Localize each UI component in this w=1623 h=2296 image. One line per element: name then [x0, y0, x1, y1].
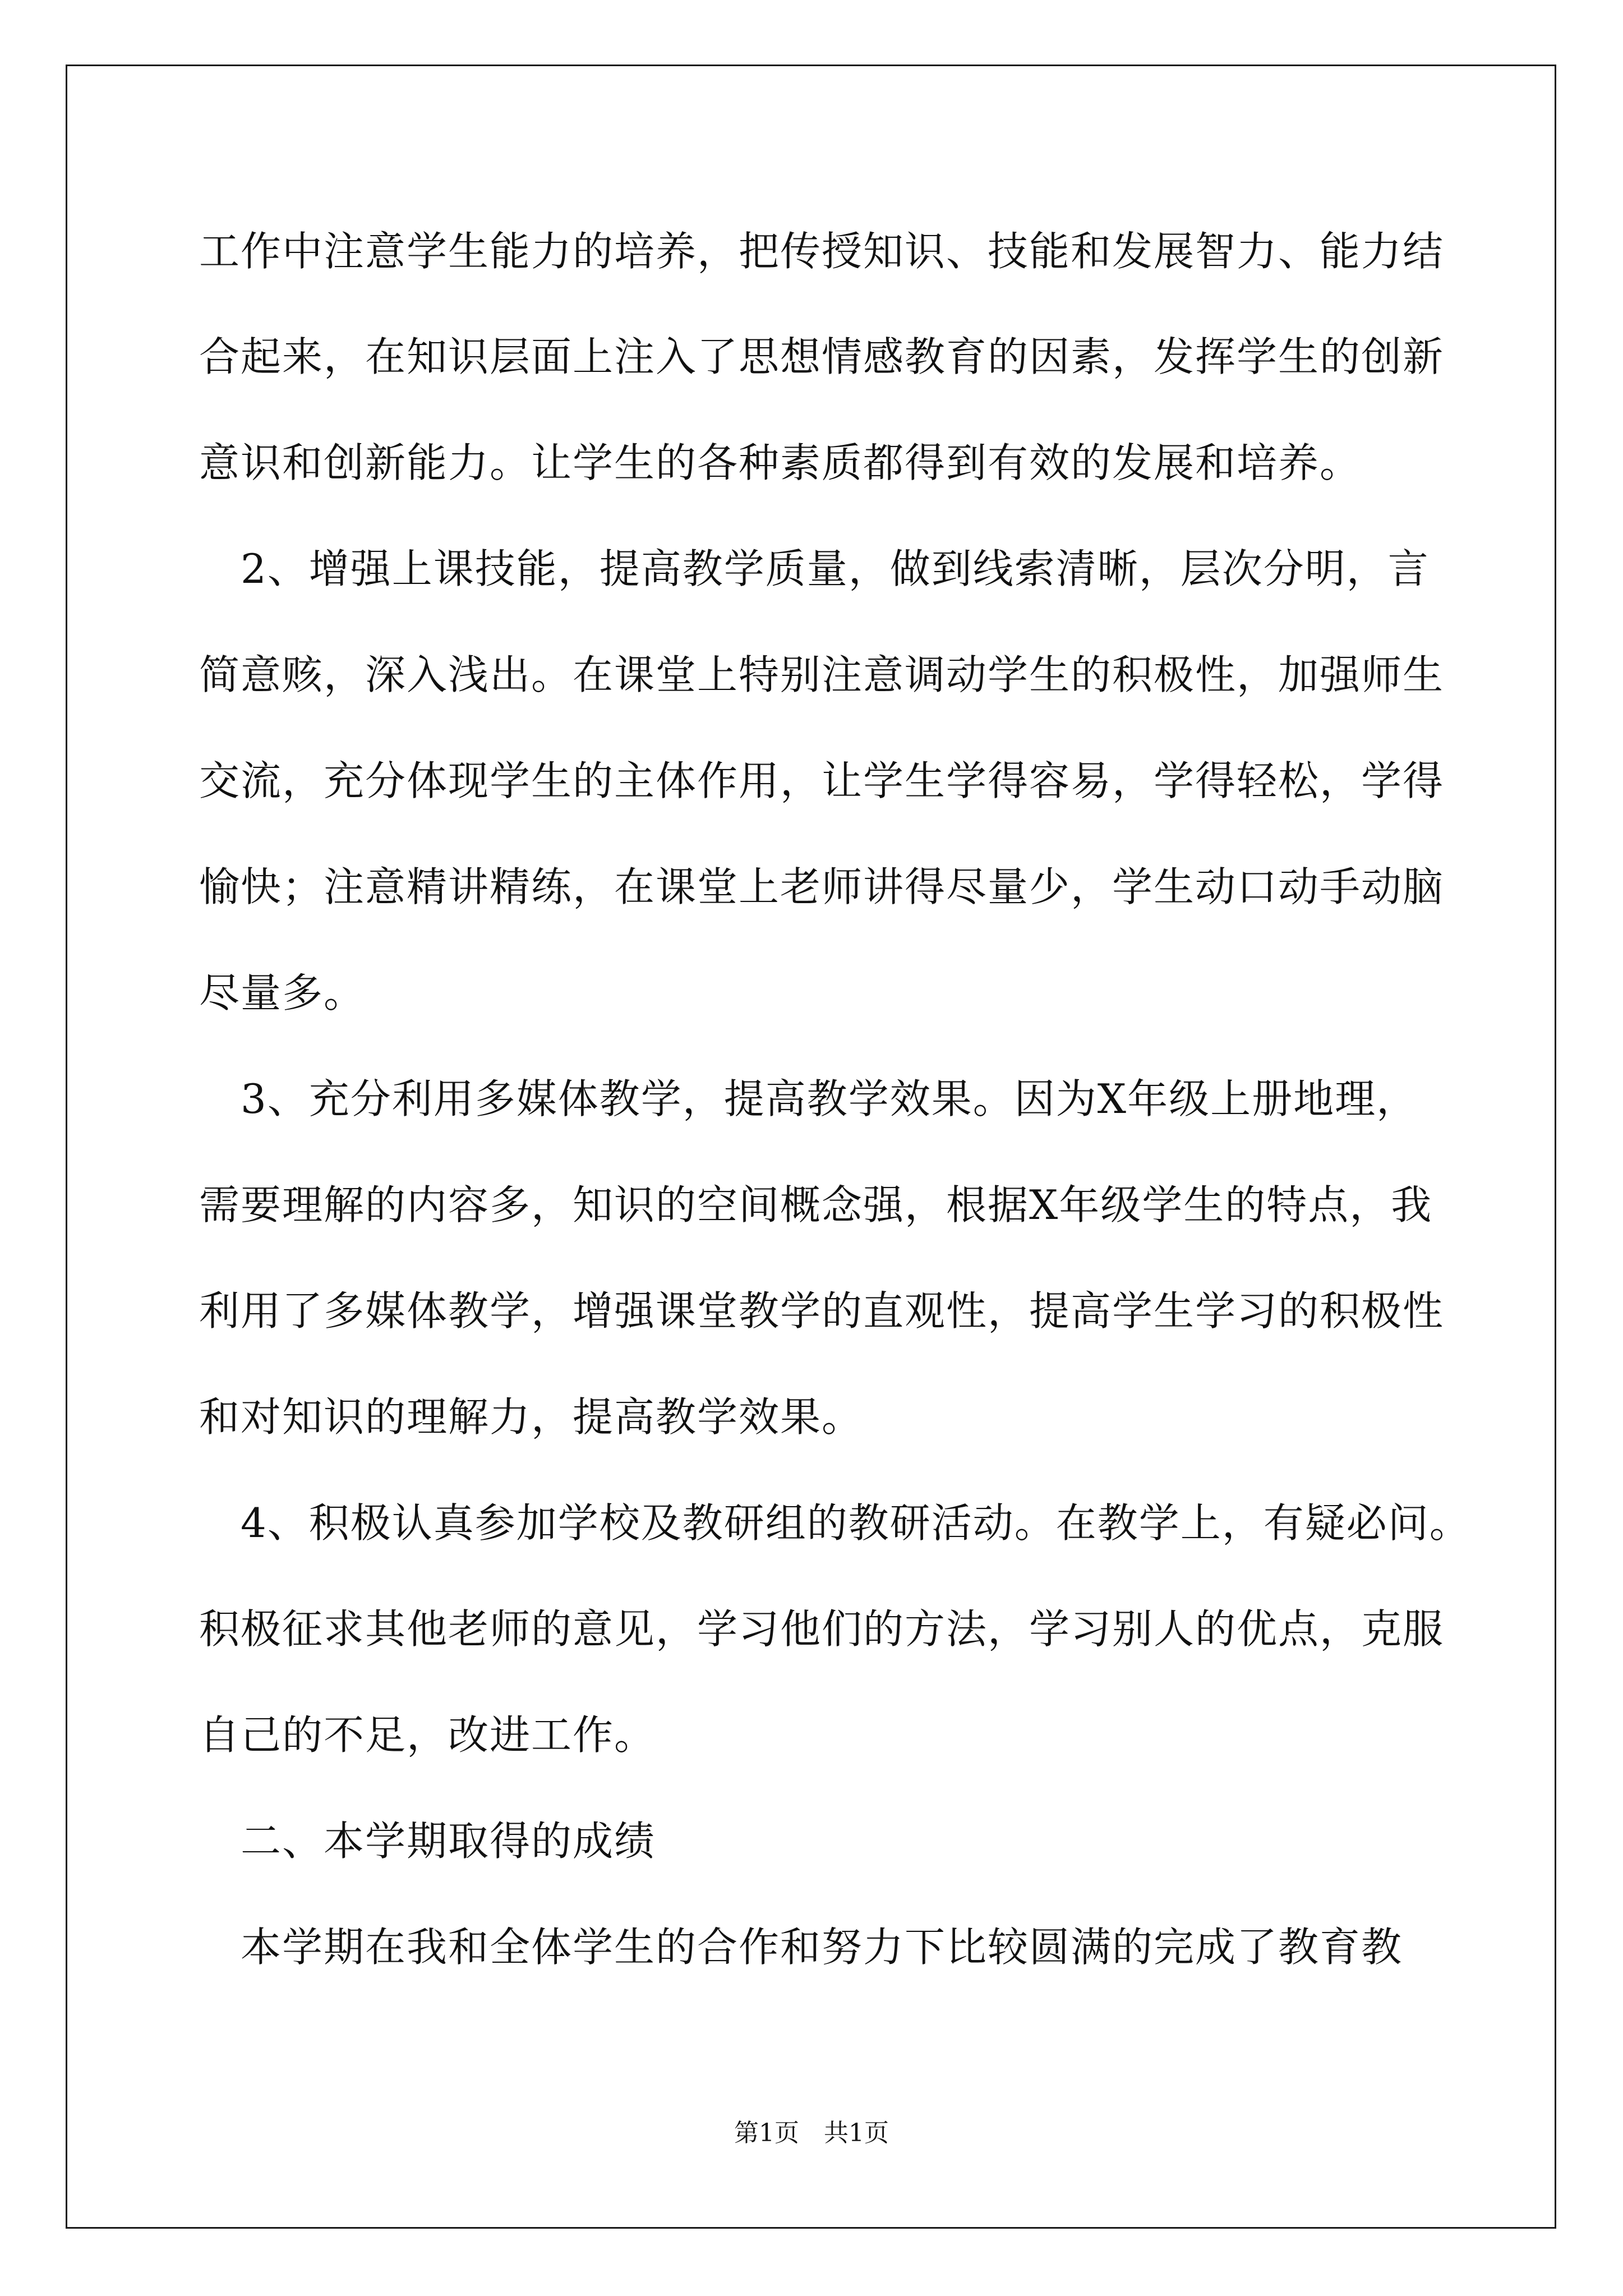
text-line: 和对知识的理解力，提高教学效果。	[199, 1393, 864, 1441]
text-line: 2、增强上课技能，提高教学质量，做到线索清晰，层次分明，言	[199, 545, 1430, 592]
text-line: 简意赅，深入浅出。在课堂上特别注意调动学生的积极性，加强师生	[199, 651, 1445, 698]
text-line: 自己的不足，改进工作。	[199, 1711, 656, 1759]
text-line: 需要理解的内容多，知识的空间概念强，根据X年级学生的特点，我	[199, 1181, 1433, 1228]
text-line: 4、积极认真参加学校及教研组的教研活动。在教学上，有疑必问。	[199, 1499, 1471, 1547]
page-number-footer: 第1页 共1页	[734, 2119, 889, 2147]
text-line: 工作中注意学生能力的培养，把传授知识、技能和发展智力、能力结	[199, 228, 1445, 275]
text-line: 二、本学期取得的成绩	[199, 1818, 656, 1865]
page-border	[66, 65, 1556, 2229]
text-line: 积极征求其他老师的意见，学习他们的方法，学习别人的优点，克服	[199, 1605, 1445, 1653]
text-line: 意识和创新能力。让学生的各种素质都得到有效的发展和培养。	[199, 439, 1362, 486]
text-line: 利用了多媒体教学，增强课堂教学的直观性，提高学生学习的积极性	[199, 1287, 1445, 1335]
text-line: 合起来，在知识层面上注入了思想情感教育的因素，发挥学生的创新	[199, 333, 1445, 380]
text-line: 愉快；注意精讲精练，在课堂上老师讲得尽量少，学生动口动手动脑	[199, 863, 1445, 910]
text-line: 3、充分利用多媒体教学，提高教学效果。因为X年级上册地理，	[199, 1075, 1418, 1122]
text-line: 交流，充分体现学生的主体作用，让学生学得容易，学得轻松，学得	[199, 757, 1445, 804]
text-line: 本学期在我和全体学生的合作和努力下比较圆满的完成了教育教	[199, 1924, 1403, 1971]
text-line: 尽量多。	[199, 969, 366, 1016]
